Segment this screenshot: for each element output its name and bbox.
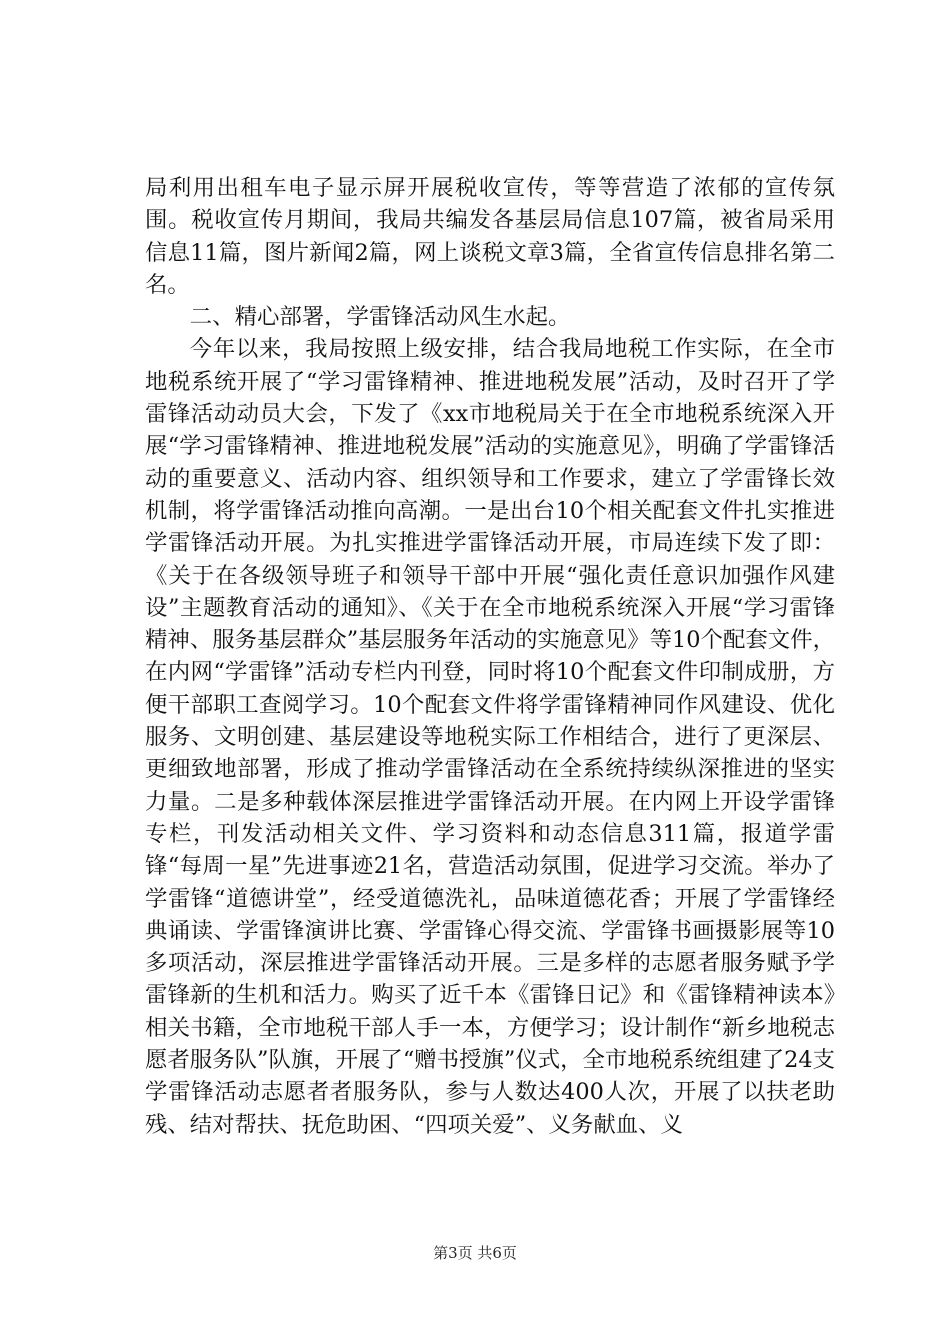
page-number-footer: 第3页 共6页 bbox=[433, 1244, 517, 1262]
document-body bbox=[145, 172, 835, 1141]
paragraph-2: 今年以来，我局按照上级安排，结合我局地税工作实际，在全市地税系统开展了“学习雷锋精神、推进地税发展”活动，及时召开了学雷锋活动动员大会，下发了《xx市地税局关于在全市地税系统深入开展“学习雷锋精神、推进地税发展”活动的实施意见》，明确了学雷锋活动的重要意义、活动内容、组织领导和工作要求，建立了学雷锋长效机制，将学雷锋活动推向高潮。一是出台10个相关配套文件扎实推进学雷锋活动开展。为扎实推进学雷锋活动开展，市局连续下发了即：《关于在各级领导班子和领导干部中开展“强化责任意识加强作风建设”主题教育活动的通知》、《关于在全市地税系统深入开展“学习雷锋精神、服务基层群众”基层服务年活动的实施意见》等10个配套文件，在内网“学雷锋”活动专栏内刊登，同时将10个配套文件印制成册，方便干部职工查阅学习。10个配套文件将学雷锋精神同作风建设、优化服务、文明创建、基层建设等地税实际工作相结合，进行了更深层、更细致地部署，形成了推动学雷锋活动在全系统持续纵深推进的坚实力量。二是多种载体深层推进学雷锋活动开展。在内网上开设学雷锋专栏，刊发活动相关文件、学习资料和动态信息311篇，报道学雷锋“每周一星”先进事迹21名，营造活动氛围，促进学习交流。举办了学雷锋“道德讲堂”，经受道德洗礼，品味道德花香；开展了学雷锋经典诵读、学雷锋演讲比赛、学雷锋心得交流、学雷锋书画摄影展等10多项活动，深层推进学雷锋活动开展。三是多样的志愿者服务赋予学雷锋新的生机和活力。购买了近千本《雷锋日记》和《雷锋精神读本》相关书籍，全市地税干部人手一本，方便学习；设计制作“新乡地税志愿者服务队”队旗，开展了“赠书授旗”仪式，全市地税系统组建了24支学雷锋活动志愿者者服务队，参与人数达400人次，开展了以扶老助残、结对帮扶、抚危助困、“四项关爱”、义务献血、义 bbox=[145, 336, 835, 1138]
paragraph-1: 局利用出租车电子显示屏开展税收宣传，等等营造了浓郁的宣传氛围。税收宣传月期间，我局共编发各基层局信息107篇，被省局采用信息11篇，图片新闻2篇，网上谈税文章3篇，全省宣传信息排名第二名。 bbox=[145, 175, 835, 298]
section-heading: 二、精心部署，学雷锋活动风生水起。 bbox=[189, 304, 571, 331]
